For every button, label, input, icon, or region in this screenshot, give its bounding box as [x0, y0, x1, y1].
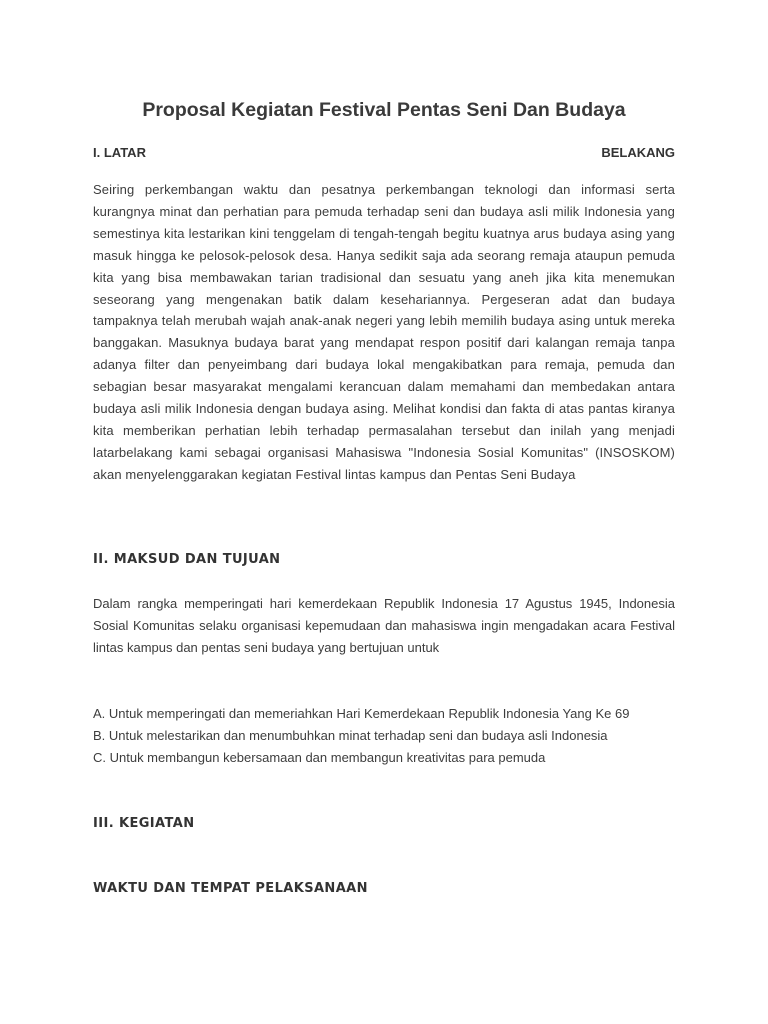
- heading-latar-right: BELAKANG: [601, 145, 675, 160]
- list-item: C. Untuk membangun kebersamaan dan membangun kreativitas para pemuda: [93, 750, 546, 765]
- subheading-waktu-tempat: WAKTU DAN TEMPAT PELAKSANAAN: [93, 881, 368, 896]
- list-item: A. Untuk memperingati dan memeriahkan Hari Kemerdekaan Republik Indonesia Yang Ke 69: [93, 706, 630, 721]
- heading-latar-left: I. LATAR: [93, 145, 146, 160]
- document-title: Proposal Kegiatan Festival Pentas Seni Dan Budaya: [142, 99, 626, 122]
- maksud-tujuan-paragraph: Dalam rangka memperingati hari kemerdekaan Republik Indonesia 17 Agustus 1945, Indonesia Sosial Komunitas selaku organisasi kepemudaan dan mahasiswa ingin mengadakan acara Festival lintas kampus dan pentas seni budaya yang bertujuan untuk: [93, 596, 675, 655]
- tujuan-list: [93, 703, 675, 769]
- section-heading-latar-belakang: [93, 145, 675, 160]
- list-item: B. Untuk melestarikan dan menumbuhkan minat terhadap seni dan budaya asli Indonesia: [93, 728, 608, 743]
- section-heading-maksud-tujuan: II. MAKSUD DAN TUJUAN: [93, 552, 281, 567]
- section-heading-kegiatan: III. KEGIATAN: [93, 816, 195, 831]
- latar-belakang-paragraph: Seiring perkembangan waktu dan pesatnya perkembangan teknologi dan informasi serta kurangnya minat dan perhatian para pemuda terhadap seni dan budaya asli milik Indonesia yang semestinya kita lestarikan kini tenggelam di tengah-tengah begitu kuatnya arus budaya asing yang masuk hingga ke pelosok-pelosok desa. Hanya sedikit saja ada seorang remaja ataupun pemuda kita yang bisa membawakan tarian tradisional dan sesuatu yang aneh jika kita menemukan seseorang yang mengenakan batik dalam kesehariannya. Pergeseran adat dan budaya tampaknya telah merubah wajah anak-anak negeri yang lebih memilih budaya asing untuk mereka banggakan. Masuknya budaya barat yang mendapat respon positif dari kalangan remaja tanpa adanya filter dan penyeimbang dari budaya lokal mengakibatkan para remaja, pemuda dan sebagian besar masyarakat mengalami kerancuan dalam memahami dan membedakan antara budaya asli milik Indonesia dengan budaya asing. Melihat kondisi dan fakta di atas pantas kiranya kita memberikan perhatian lebih terhadap permasalahan tersebut dan inilah yang menjadi latarbelakang kami sebagai organisasi Mahasiswa "Indonesia Sosial Komunitas" (INSOSKOM) akan menyelenggarakan kegiatan Festival lintas kampus dan Pentas Seni Budaya: [93, 182, 675, 482]
